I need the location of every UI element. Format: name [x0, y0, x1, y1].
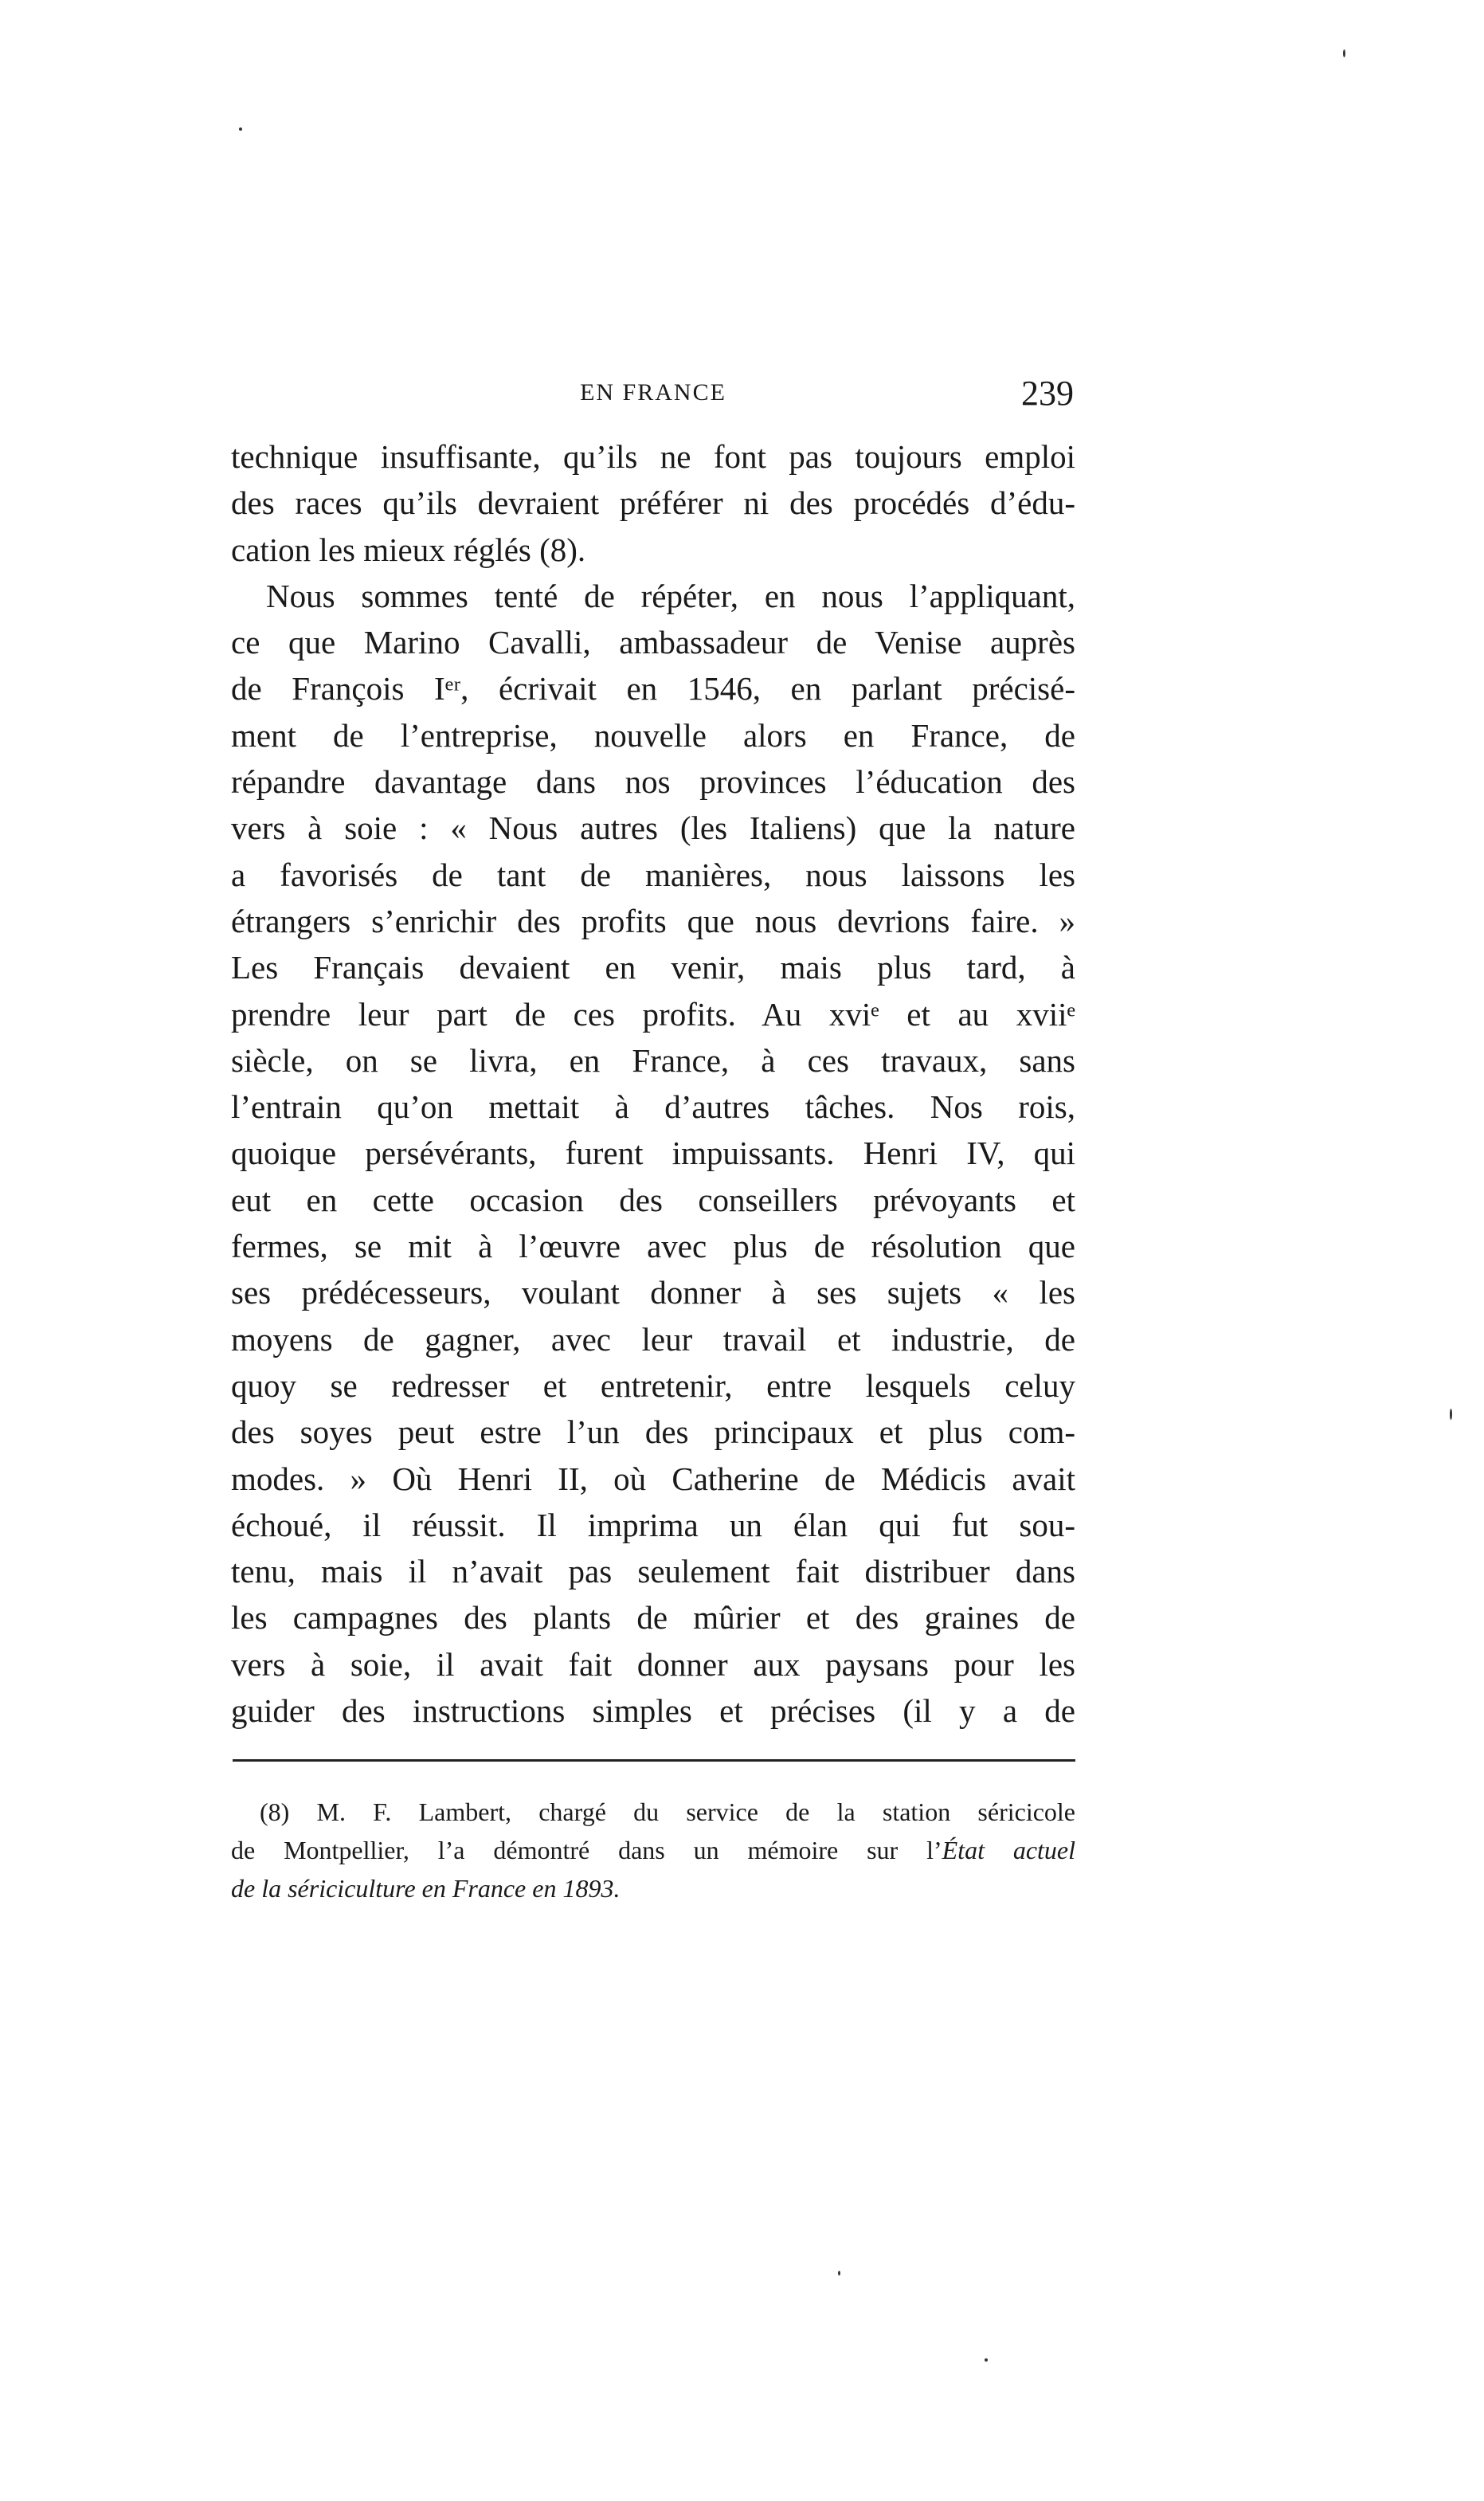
text-line: vers à soie, il avait fait donner aux paysans pour les — [231, 1645, 1075, 1683]
footnote-line: (8) M. F. Lambert, chargé du service de la station séricicole — [260, 1797, 1075, 1826]
text-line: des races qu’ils devraient préférer ni des procédés d’édu- — [231, 484, 1075, 522]
text-line: vers à soie : « Nous autres (les Italiens) que la nature — [231, 809, 1075, 847]
page-header — [231, 373, 1075, 413]
text-line: de François Iᵉʳ, écrivait en 1546, en parlant précisé- — [231, 670, 1075, 708]
text-line: ses prédécesseurs, voulant donner à ses sujets « les — [231, 1274, 1075, 1311]
text-line: tenu, mais il n’avait pas seulement fait distribuer dans — [231, 1553, 1075, 1590]
footnote-title-italic: État actuel — [942, 1836, 1076, 1864]
text-line: étrangers s’enrichir des profits que nous devrions faire. » — [231, 902, 1075, 939]
text-line: eut en cette occasion des conseillers prévoyants et — [231, 1181, 1075, 1218]
text-line: ment de l’entreprise, nouvelle alors en France, de — [231, 716, 1075, 754]
text-line: cation les mieux réglés (8). — [231, 531, 586, 568]
footnote-line — [231, 1831, 1075, 1869]
page-number: 239 — [1021, 374, 1074, 413]
text-line: l’entrain qu’on mettait à d’autres tâches. Nos rois, — [231, 1088, 1075, 1126]
text-line: Les Français devaient en venir, mais plus tard, à — [231, 949, 1075, 986]
text-line: moyens de gagner, avec leur travail et industrie, de — [231, 1320, 1075, 1358]
text-line: quoy se redresser et entretenir, entre lesquels celuy — [231, 1366, 1075, 1404]
text-line: siècle, on se livra, en France, à ces travaux, sans — [231, 1041, 1075, 1079]
text-line: quoique persévérants, furent impuissants. Henri IV, qui — [231, 1135, 1075, 1172]
footnote-text: de Montpellier, l’a démontré dans un mémoire sur l’ — [231, 1836, 942, 1864]
text-line: ce que Marino Cavalli, ambassadeur de Venise auprès — [231, 624, 1075, 661]
text-line: modes. » Où Henri II, où Catherine de Médicis avait — [231, 1460, 1075, 1497]
text-line: des soyes peut estre l’un des principaux et plus com- — [231, 1413, 1075, 1451]
text-line: Nous sommes tenté de répéter, en nous l’appliquant, — [266, 577, 1075, 614]
text-line: répandre davantage dans nos provinces l’éducation des — [231, 763, 1075, 801]
text-line: fermes, se mit à l’œuvre avec plus de résolution que — [231, 1228, 1075, 1265]
text-line: a favorisés de tant de manières, nous laissons les — [231, 856, 1075, 893]
text-line: les campagnes des plants de mûrier et des graines de — [231, 1599, 1075, 1637]
footnote — [231, 1793, 1075, 1907]
body-text — [231, 433, 1075, 1734]
footnote-divider — [233, 1759, 1075, 1762]
footnote-line-italic: de la sériciculture en France en 1893. — [231, 1874, 621, 1903]
running-head: EN FRANCE — [580, 379, 726, 406]
text-line: échoué, il réussit. Il imprima un élan qui fut sou- — [231, 1506, 1075, 1543]
text-line: technique insuffisante, qu’ils ne font pas toujours emploi — [231, 438, 1075, 475]
text-line: prendre leur part de ces profits. Au xviᵉ et au xviiᵉ — [231, 995, 1075, 1033]
text-line: guider des instructions simples et précises (il y a de — [231, 1692, 1075, 1730]
